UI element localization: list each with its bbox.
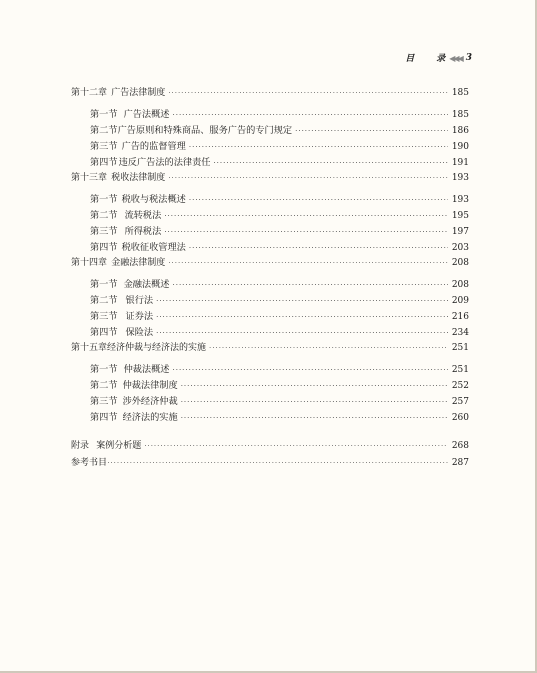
toc-chapter-row[interactable] — [71, 340, 469, 358]
dot-leader — [181, 414, 448, 422]
toc-entry-page: 260 — [451, 413, 469, 423]
toc-entry-number: 第三节 — [90, 226, 118, 237]
toc-section-row[interactable] — [71, 191, 469, 207]
toc-entry-title: 经济仲裁与经济法的实施 — [107, 343, 207, 353]
toc-entry-number: 附录 — [71, 441, 90, 451]
toc-entry-title: 广告的监督管理 — [121, 141, 186, 152]
toc-entry-page: 193 — [451, 173, 469, 183]
dot-leader — [156, 329, 448, 337]
toc-entry-title: 仲裁法概述 — [123, 364, 170, 375]
dot-leader — [168, 89, 448, 97]
toc-entry-number: 参考书目 — [71, 458, 108, 468]
dot-leader — [144, 442, 448, 450]
toc-entry-page: 197 — [451, 227, 469, 237]
dot-leader — [168, 174, 448, 182]
toc-entry-page: 268 — [451, 441, 469, 451]
dot-leader — [213, 159, 448, 167]
toc-entry-page: 185 — [451, 110, 469, 120]
toc-entry-title: 广告原则和特殊商品、服务广告的专门规定 — [117, 125, 293, 136]
toc-section-row[interactable] — [71, 409, 469, 425]
dot-leader — [173, 281, 449, 289]
toc-entry-title: 经济法的实施 — [122, 412, 178, 423]
toc-entry-number: 第十四章 — [71, 258, 108, 268]
toc-section-row[interactable] — [71, 154, 469, 170]
table-of-contents — [71, 85, 469, 472]
toc-entry-page: 251 — [451, 365, 469, 375]
toc-entry-page: 252 — [451, 381, 469, 391]
toc-entry-title: 证券法 — [125, 311, 154, 322]
toc-backmatter-row[interactable] — [71, 455, 469, 472]
toc-entry-title: 金融法律制度 — [111, 258, 166, 268]
running-head-char-1: 目 — [405, 54, 415, 64]
toc-entry-page: 203 — [451, 243, 469, 253]
toc-entry-number: 第十五章 — [71, 343, 108, 353]
dot-leader — [181, 382, 448, 390]
toc-entry-title: 广告法律制度 — [111, 88, 166, 98]
toc-entry-title: 所得税法 — [124, 226, 162, 237]
toc-section-row[interactable] — [71, 324, 469, 340]
dot-leader — [173, 111, 449, 119]
dot-leader — [189, 244, 448, 252]
toc-entry-page: 216 — [451, 312, 469, 322]
dot-leader — [181, 398, 448, 406]
toc-section-row[interactable] — [71, 239, 469, 255]
toc-entry-number: 第一节 — [90, 279, 118, 290]
toc-section-row[interactable] — [71, 122, 469, 138]
toc-entry-title: 案例分析题 — [96, 441, 142, 451]
toc-entry-title: 税收征收管理法 — [121, 242, 186, 253]
toc-entry-number: 第二节 — [90, 210, 118, 221]
toc-entry-page: 185 — [451, 88, 469, 98]
toc-chapter-row[interactable] — [71, 85, 469, 103]
toc-entry-number: 第四节 — [90, 327, 118, 338]
dot-leader — [295, 127, 448, 135]
toc-backmatter-row[interactable] — [71, 438, 469, 455]
toc-entry-number: 第十三章 — [71, 173, 108, 183]
arrow-decoration-icon: ◀◀◀ — [449, 52, 462, 63]
toc-entry-page: 193 — [451, 195, 469, 205]
toc-section-row[interactable] — [71, 138, 469, 154]
toc-entry-title: 违反广告法的法律责任 — [118, 157, 211, 168]
toc-entry-title: 保险法 — [125, 327, 154, 338]
running-head — [405, 51, 472, 64]
toc-entry-page: 234 — [451, 328, 469, 338]
toc-entry-title: 涉外经济仲裁 — [122, 396, 178, 407]
toc-entry-number: 第十二章 — [71, 88, 108, 98]
toc-entry-title: 仲裁法律制度 — [122, 380, 178, 391]
toc-section-row[interactable] — [71, 361, 469, 377]
toc-section-row[interactable] — [71, 223, 469, 239]
toc-section-row[interactable] — [71, 106, 469, 122]
dot-leader — [164, 212, 448, 220]
toc-entry-page: 191 — [451, 158, 469, 168]
toc-entry-title: 广告法概述 — [123, 109, 170, 120]
toc-section-row[interactable] — [71, 377, 469, 393]
toc-chapter-row[interactable] — [71, 170, 469, 188]
dot-leader — [189, 196, 448, 204]
toc-section-row[interactable] — [71, 292, 469, 308]
toc-entry-number: 第一节 — [90, 364, 118, 375]
toc-entry-title: 银行法 — [125, 295, 154, 306]
toc-entry-title: 流转税法 — [124, 210, 162, 221]
toc-entry-number: 第三节 — [90, 141, 118, 152]
toc-entry-number: 第四节 — [90, 242, 118, 253]
toc-section-row[interactable] — [71, 207, 469, 223]
page-number: 3 — [465, 52, 472, 63]
toc-entry-page: 287 — [451, 458, 469, 468]
toc-entry-number: 第四节 — [90, 412, 118, 423]
toc-entry-number: 第四节 — [90, 157, 118, 168]
toc-entry-page: 209 — [451, 296, 469, 306]
toc-entry-number: 第一节 — [90, 194, 118, 205]
dot-leader — [104, 459, 448, 467]
toc-section-row[interactable] — [71, 308, 469, 324]
toc-entry-number: 第一节 — [90, 109, 118, 120]
toc-entry-page: 195 — [451, 211, 469, 221]
toc-entry-page: 208 — [451, 280, 469, 290]
toc-entry-page: 208 — [451, 258, 469, 268]
toc-entry-title: 税收与税法概述 — [121, 194, 186, 205]
toc-section-row[interactable] — [71, 276, 469, 292]
dot-leader — [209, 344, 448, 352]
toc-entry-number: 第二节 — [90, 380, 118, 391]
toc-entry-page: 190 — [451, 142, 469, 152]
toc-entry-page: 257 — [451, 397, 469, 407]
toc-section-row[interactable] — [71, 393, 469, 409]
toc-entry-page: 251 — [451, 343, 469, 353]
dot-leader — [168, 259, 448, 267]
dot-leader — [156, 313, 448, 321]
toc-entry-title: 税收法律制度 — [111, 173, 166, 183]
toc-entry-number: 第三节 — [90, 311, 118, 322]
toc-entry-page: 186 — [451, 126, 469, 136]
dot-leader — [156, 297, 448, 305]
toc-entry-number: 第二节 — [90, 125, 118, 136]
toc-entry-title: 金融法概述 — [123, 279, 170, 290]
toc-entry-number: 第三节 — [90, 396, 118, 407]
dot-leader — [189, 143, 448, 151]
dot-leader — [173, 366, 449, 374]
toc-chapter-row[interactable] — [71, 255, 469, 273]
dot-leader — [164, 228, 448, 236]
running-head-char-2: 录 — [436, 54, 446, 64]
toc-entry-number: 第二节 — [90, 295, 118, 306]
